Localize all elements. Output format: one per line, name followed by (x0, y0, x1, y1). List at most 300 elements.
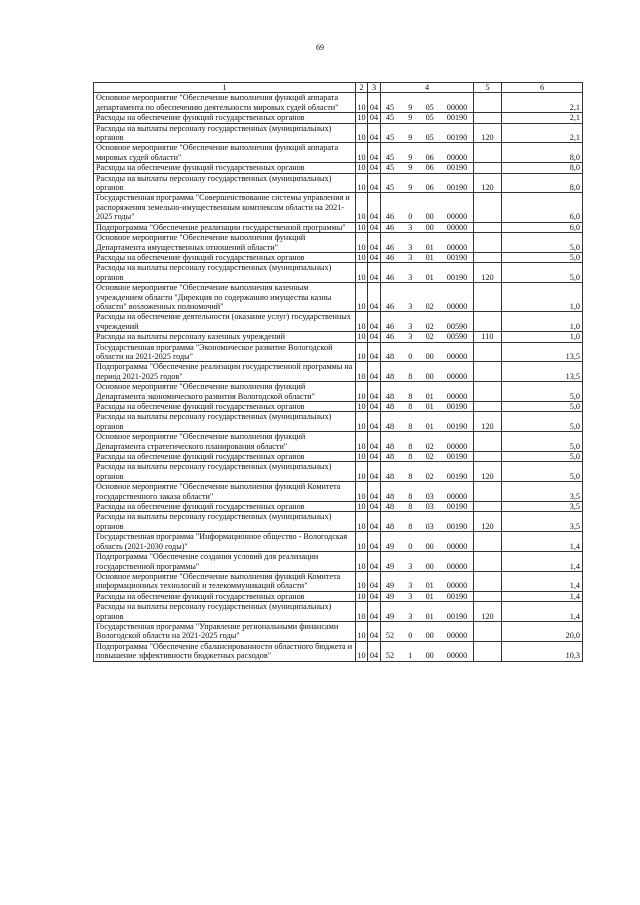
target-code (381, 562, 473, 571)
row-target-code-cell (381, 571, 474, 591)
row-expense-type-cell: 120 (474, 462, 502, 482)
target-code-part: 05 (425, 133, 434, 143)
header-cell-5: 5 (474, 83, 502, 93)
target-code-part: 00 (425, 561, 434, 571)
row-amount-cell: 1,4 (502, 591, 583, 601)
row-name-cell: Основное мероприятие "Обеспечение выполнения казенным учреждением области "Дирекция по содержанию имущества казны области" возложенных полномочий" (94, 283, 356, 312)
row-subsection-cell: 04 (368, 143, 381, 163)
target-code-part: 00 (425, 631, 434, 641)
row-amount-cell: 3,5 (502, 512, 583, 532)
row-target-code-cell (381, 143, 474, 163)
row-section-cell: 10 (356, 283, 368, 312)
target-code-part: 00000 (446, 631, 468, 641)
row-section-cell: 10 (357, 502, 366, 512)
row-amount-cell: 5,0 (502, 382, 583, 402)
row-expense-type-cell (474, 432, 502, 452)
row-amount-cell: 6,0 (502, 222, 583, 232)
target-code-part: 3 (408, 321, 413, 331)
target-code-part: 02 (425, 301, 434, 311)
target-code-part: 00190 (446, 113, 468, 123)
target-code-part: 00000 (446, 222, 468, 232)
target-code-part: 3 (408, 332, 413, 342)
target-code (381, 522, 473, 531)
row-target-code-cell (381, 462, 474, 482)
target-code-part: 00000 (446, 581, 468, 591)
row-subsection-cell: 04 (368, 602, 381, 622)
table-row (94, 571, 583, 591)
table-row (94, 342, 583, 362)
row-subsection-cell: 04 (368, 482, 381, 502)
row-expense-type-cell (474, 502, 502, 512)
target-code-part: 45 (385, 183, 395, 193)
target-code-part: 00190 (446, 252, 468, 262)
row-amount-cell: 5,0 (502, 432, 583, 452)
row-amount-cell: 8,0 (502, 143, 583, 163)
row-section-cell: 10 (357, 402, 366, 411)
row-section-cell: 10 (356, 532, 368, 552)
row-expense-type-cell (474, 193, 502, 222)
target-code-part: 00190 (446, 502, 468, 512)
row-subsection-cell: 04 (368, 342, 381, 362)
row-name-cell: Расходы на обеспечение функций государственных органов (94, 591, 356, 601)
table-row (94, 173, 583, 193)
target-code-part: 01 (425, 402, 434, 411)
target-code (381, 103, 473, 112)
row-expense-type-cell (474, 362, 502, 382)
row-target-code-cell (381, 382, 474, 402)
row-section-cell: 10 (356, 602, 368, 622)
header-cell-2: 2 (356, 83, 368, 93)
row-expense-type-cell (474, 402, 502, 412)
table-row (94, 532, 583, 552)
row-subsection-cell: 04 (368, 163, 381, 173)
row-name-cell: Расходы на обеспечение функций государственных органов (94, 163, 356, 173)
row-subsection-cell: 04 (368, 252, 381, 262)
row-amount-cell: 1,4 (502, 552, 583, 572)
target-code-part: 01 (425, 421, 434, 431)
row-target-code-cell (381, 512, 474, 532)
row-name-cell: Расходы на обеспечение функций государственных органов (94, 502, 356, 512)
target-code-part: 0 (408, 631, 413, 641)
row-target-code-cell (381, 252, 474, 262)
row-subsection-cell: 04 (368, 412, 381, 432)
table-row (94, 502, 583, 512)
table-row (94, 332, 583, 342)
target-code-part: 48 (385, 402, 395, 411)
row-expense-type-cell (474, 252, 502, 262)
target-code (381, 273, 473, 282)
row-subsection-cell: 04 (368, 432, 381, 452)
row-subsection-cell: 04 (368, 552, 381, 572)
row-expense-type-cell (474, 233, 502, 253)
row-name-cell: Расходы на обеспечение функций государственных органов (94, 452, 356, 462)
table-row (94, 263, 583, 283)
target-code-part: 3 (408, 222, 413, 232)
table-row (94, 283, 583, 312)
row-name-cell: Расходы на обеспечение функций государственных органов (94, 402, 356, 412)
row-expense-type-cell (474, 452, 502, 462)
table-row (94, 402, 583, 412)
target-code-part: 1 (408, 651, 413, 661)
row-expense-type-cell: 120 (474, 602, 502, 622)
target-code-part: 52 (385, 631, 395, 641)
row-section-cell: 10 (356, 412, 368, 432)
row-name-cell: Подпрограмма "Обеспечение реализации государственной программы" (94, 222, 356, 232)
row-amount-cell: 6,0 (502, 193, 583, 222)
row-name-cell: Расходы на выплаты персоналу государственных (муниципальных) органов (94, 462, 356, 482)
row-subsection-cell: 04 (368, 571, 381, 591)
target-code-part: 00000 (446, 102, 468, 112)
row-subsection-cell: 04 (368, 382, 381, 402)
row-subsection-cell: 04 (368, 93, 381, 113)
target-code-part: 48 (385, 471, 395, 481)
table-row (94, 233, 583, 253)
table-row (94, 432, 583, 452)
row-amount-cell: 10,3 (502, 641, 583, 661)
target-code-part: 00190 (446, 452, 468, 462)
target-code-part: 45 (385, 133, 395, 143)
row-subsection-cell: 04 (368, 193, 381, 222)
header-cell-6: 6 (502, 83, 583, 93)
row-name-cell: Основное мероприятие "Обеспечение выполнения функций Департамента экономического развития Вологодской области" (94, 382, 356, 402)
row-target-code-cell (381, 412, 474, 432)
target-code (381, 452, 473, 461)
row-amount-cell: 1,0 (502, 283, 583, 312)
table-header-row (94, 83, 583, 93)
row-section-cell: 10 (356, 233, 368, 253)
target-code-part: 48 (385, 521, 395, 531)
target-code-part: 00 (425, 222, 434, 232)
row-name-cell: Расходы на выплаты персоналу государственных (муниципальных) органов (94, 173, 356, 193)
target-code-part: 48 (385, 371, 395, 381)
row-amount-cell: 1,4 (502, 532, 583, 552)
target-code-part: 02 (425, 441, 434, 451)
row-target-code-cell (381, 362, 474, 382)
target-code-part: 49 (385, 611, 395, 621)
row-name-cell: Основное мероприятие "Обеспечение выполнения функций Департамента имущественных отношений области" (94, 233, 356, 253)
row-name-cell: Расходы на выплаты персоналу казенных учреждений (94, 332, 356, 342)
row-section-cell: 10 (356, 512, 368, 532)
target-code (381, 163, 473, 172)
row-amount-cell: 1,0 (502, 332, 583, 342)
target-code (381, 631, 473, 640)
target-code (381, 243, 473, 252)
row-section-cell: 10 (356, 362, 368, 382)
target-code-part: 48 (385, 351, 395, 361)
row-section-cell: 10 (356, 143, 368, 163)
row-amount-cell: 13,5 (502, 362, 583, 382)
target-code-part: 9 (408, 183, 413, 193)
target-code-part: 00190 (446, 163, 468, 173)
row-name-cell: Расходы на обеспечение функций государственных органов (94, 113, 356, 123)
target-code-part: 3 (408, 252, 413, 262)
target-code-part: 00000 (446, 561, 468, 571)
row-subsection-cell: 04 (368, 462, 381, 482)
row-target-code-cell (381, 283, 474, 312)
row-target-code-cell (381, 233, 474, 253)
row-subsection-cell: 04 (368, 502, 381, 512)
row-name-cell: Государственная программа "Совершенствование системы управления и распоряжения земельно-имущественным комплексом области на 2021-2025 годы" (94, 193, 356, 222)
target-code-part: 0 (408, 541, 413, 551)
target-code-part: 01 (425, 252, 434, 262)
row-target-code-cell (381, 342, 474, 362)
row-amount-cell: 13,5 (502, 342, 583, 362)
target-code-part: 9 (408, 113, 413, 123)
target-code-part: 01 (425, 391, 434, 401)
target-code-part: 02 (425, 471, 434, 481)
row-section-cell: 10 (356, 641, 368, 661)
target-code-part: 8 (408, 452, 413, 462)
row-name-cell: Основное мероприятие "Обеспечение выполнения функций Комитета государственного заказа области" (94, 482, 356, 502)
row-amount-cell: 2,1 (502, 93, 583, 113)
row-target-code-cell (381, 532, 474, 552)
row-subsection-cell: 04 (368, 591, 381, 601)
page-number: 69 (316, 43, 324, 52)
row-target-code-cell (381, 502, 474, 512)
target-code-part: 01 (425, 272, 434, 282)
target-code-part: 49 (385, 541, 395, 551)
target-code (381, 442, 473, 451)
row-expense-type-cell (474, 621, 502, 641)
row-name-cell: Расходы на выплаты персоналу государственных (муниципальных) органов (94, 123, 356, 143)
target-code-part: 00190 (446, 611, 468, 621)
target-code-part: 0 (408, 351, 413, 361)
row-amount-cell: 2,1 (502, 123, 583, 143)
row-name-cell: Расходы на обеспечение функций государственных органов (94, 252, 356, 262)
table-row (94, 193, 583, 222)
target-code-part: 46 (385, 222, 395, 232)
target-code-part: 3 (408, 242, 413, 252)
row-section-cell: 10 (356, 432, 368, 452)
row-name-cell: Основное мероприятие "Обеспечение выполнения функций Департамента стратегического планирования области" (94, 432, 356, 452)
row-amount-cell: 1,4 (502, 602, 583, 622)
row-section-cell: 10 (356, 621, 368, 641)
row-expense-type-cell (474, 591, 502, 601)
target-code-part: 00190 (446, 272, 468, 282)
row-amount-cell: 5,0 (502, 412, 583, 432)
target-code (381, 372, 473, 381)
target-code (381, 392, 473, 401)
row-expense-type-cell: 120 (474, 123, 502, 143)
row-name-cell: Расходы на выплаты персоналу государственных (муниципальных) органов (94, 263, 356, 283)
row-section-cell: 10 (356, 552, 368, 572)
table-row (94, 113, 583, 123)
target-code-part: 00000 (446, 152, 468, 162)
row-amount-cell: 2,1 (502, 113, 583, 123)
target-code (381, 212, 473, 221)
target-code (381, 322, 473, 331)
target-code-part: 3 (408, 272, 413, 282)
table-row (94, 252, 583, 262)
row-name-cell: Основное мероприятие "Обеспечение выполнения функций аппарата департамента по обеспечению деятельности мировых судей области" (94, 93, 356, 113)
target-code-part: 8 (408, 391, 413, 401)
row-name-cell: Подпрограмма "Обеспечение создания условий для реализации государственной программы" (94, 552, 356, 572)
target-code-part: 05 (425, 113, 434, 123)
target-code-part: 45 (385, 152, 395, 162)
table-row (94, 362, 583, 382)
row-amount-cell: 5,0 (502, 462, 583, 482)
target-code-part: 00190 (446, 133, 468, 143)
row-expense-type-cell: 110 (474, 332, 502, 342)
target-code (381, 133, 473, 142)
target-code-part: 48 (385, 441, 395, 451)
target-code-part: 00000 (446, 651, 468, 661)
target-code-part: 05 (425, 102, 434, 112)
table-row (94, 552, 583, 572)
target-code-part: 03 (425, 521, 434, 531)
target-code-part: 49 (385, 591, 395, 601)
row-name-cell: Расходы на выплаты персоналу государственных (муниципальных) органов (94, 602, 356, 622)
target-code-part: 00190 (446, 402, 468, 411)
target-code-part: 03 (425, 502, 434, 512)
target-code-part: 00 (425, 212, 434, 222)
row-section-cell: 10 (356, 482, 368, 502)
target-code-part: 3 (408, 301, 413, 311)
target-code-part: 48 (385, 491, 395, 501)
row-section-cell: 10 (356, 193, 368, 222)
target-code-part: 45 (385, 102, 395, 112)
target-code-part: 3 (408, 561, 413, 571)
target-code-part: 00000 (446, 351, 468, 361)
target-code-part: 9 (408, 133, 413, 143)
target-code (381, 402, 473, 411)
target-code-part: 8 (408, 371, 413, 381)
target-code (381, 502, 473, 511)
row-target-code-cell (381, 402, 474, 412)
target-code (381, 472, 473, 481)
target-code-part: 00190 (446, 591, 468, 601)
row-target-code-cell (381, 641, 474, 661)
target-code-part: 00000 (446, 242, 468, 252)
row-target-code-cell (381, 173, 474, 193)
row-target-code-cell (381, 621, 474, 641)
row-expense-type-cell (474, 641, 502, 661)
row-subsection-cell: 04 (368, 173, 381, 193)
row-expense-type-cell: 120 (474, 512, 502, 532)
target-code-part: 48 (385, 452, 395, 462)
target-code-part: 03 (425, 491, 434, 501)
target-code-part: 46 (385, 332, 395, 342)
table-row (94, 462, 583, 482)
row-section-cell: 10 (357, 222, 366, 232)
target-code (381, 332, 473, 341)
target-code-part: 8 (408, 471, 413, 481)
row-subsection-cell: 04 (368, 532, 381, 552)
target-code (381, 183, 473, 192)
target-code (381, 113, 473, 122)
row-subsection-cell: 04 (368, 312, 381, 332)
row-expense-type-cell (474, 143, 502, 163)
target-code-part: 00000 (446, 491, 468, 501)
target-code-part: 00000 (446, 371, 468, 381)
row-target-code-cell (381, 452, 474, 462)
row-expense-type-cell (474, 552, 502, 572)
target-code-part: 02 (425, 332, 434, 342)
row-target-code-cell (381, 93, 474, 113)
target-code-part: 46 (385, 242, 395, 252)
table-row (94, 412, 583, 432)
target-code-part: 02 (425, 321, 434, 331)
target-code-part: 48 (385, 502, 395, 512)
table-row (94, 641, 583, 661)
target-code (381, 651, 473, 660)
target-code-part: 00000 (446, 301, 468, 311)
header-cell-1: 1 (94, 83, 356, 93)
target-code-part: 01 (425, 581, 434, 591)
target-code-part: 00000 (446, 391, 468, 401)
row-name-cell: Государственная программа "Экономическое развитие Вологодской области на 2021-2025 годы" (94, 342, 356, 362)
target-code-part: 00590 (446, 321, 468, 331)
row-name-cell: Основное мероприятие "Обеспечение выполнения функций аппарата мировых судей области" (94, 143, 356, 163)
row-target-code-cell (381, 482, 474, 502)
target-code-part: 06 (425, 152, 434, 162)
table-row (94, 382, 583, 402)
target-code-part: 46 (385, 301, 395, 311)
target-code-part: 3 (408, 611, 413, 621)
row-section-cell: 10 (356, 571, 368, 591)
row-name-cell: Расходы на выплаты персоналу государственных (муниципальных) органов (94, 412, 356, 432)
row-section-cell: 10 (356, 342, 368, 362)
row-target-code-cell (381, 552, 474, 572)
table-row (94, 222, 583, 232)
target-code-part: 52 (385, 651, 395, 661)
target-code-part: 00190 (446, 183, 468, 193)
row-name-cell: Государственная программа "Информационное общество - Вологодская область (2021-2030 годы)" (94, 532, 356, 552)
header-cell-3: 3 (368, 83, 381, 93)
target-code (381, 253, 473, 262)
target-code-part: 00190 (446, 421, 468, 431)
target-code-part: 8 (408, 402, 413, 411)
target-code-part: 01 (425, 611, 434, 621)
row-expense-type-cell (474, 312, 502, 332)
target-code-part: 06 (425, 163, 434, 173)
row-expense-type-cell (474, 482, 502, 502)
row-section-cell: 10 (356, 382, 368, 402)
row-expense-type-cell (474, 163, 502, 173)
target-code-part: 01 (425, 591, 434, 601)
row-subsection-cell: 04 (368, 233, 381, 253)
target-code-part: 8 (408, 521, 413, 531)
row-section-cell: 10 (356, 173, 368, 193)
table-row (94, 452, 583, 462)
row-target-code-cell (381, 591, 474, 601)
target-code-part: 00000 (446, 541, 468, 551)
target-code (381, 492, 473, 501)
target-code (381, 612, 473, 621)
target-code (381, 302, 473, 311)
table-row (94, 143, 583, 163)
target-code-part: 0 (408, 212, 413, 222)
target-code-part: 46 (385, 321, 395, 331)
row-amount-cell: 5,0 (502, 233, 583, 253)
row-name-cell: Государственная программа "Управление региональными финансами Вологодской области на 2021-2025 годы" (94, 621, 356, 641)
row-target-code-cell (381, 602, 474, 622)
row-amount-cell: 8,0 (502, 173, 583, 193)
target-code-part: 46 (385, 212, 395, 222)
row-target-code-cell (381, 332, 474, 342)
row-expense-type-cell: 120 (474, 412, 502, 432)
row-section-cell: 10 (357, 163, 366, 173)
row-amount-cell: 1,0 (502, 312, 583, 332)
target-code (381, 422, 473, 431)
row-section-cell: 10 (357, 113, 366, 123)
row-target-code-cell (381, 263, 474, 283)
row-amount-cell: 5,0 (502, 452, 583, 462)
target-code-part: 00 (425, 371, 434, 381)
row-subsection-cell: 04 (368, 621, 381, 641)
row-amount-cell: 5,0 (502, 252, 583, 262)
table-row (94, 482, 583, 502)
